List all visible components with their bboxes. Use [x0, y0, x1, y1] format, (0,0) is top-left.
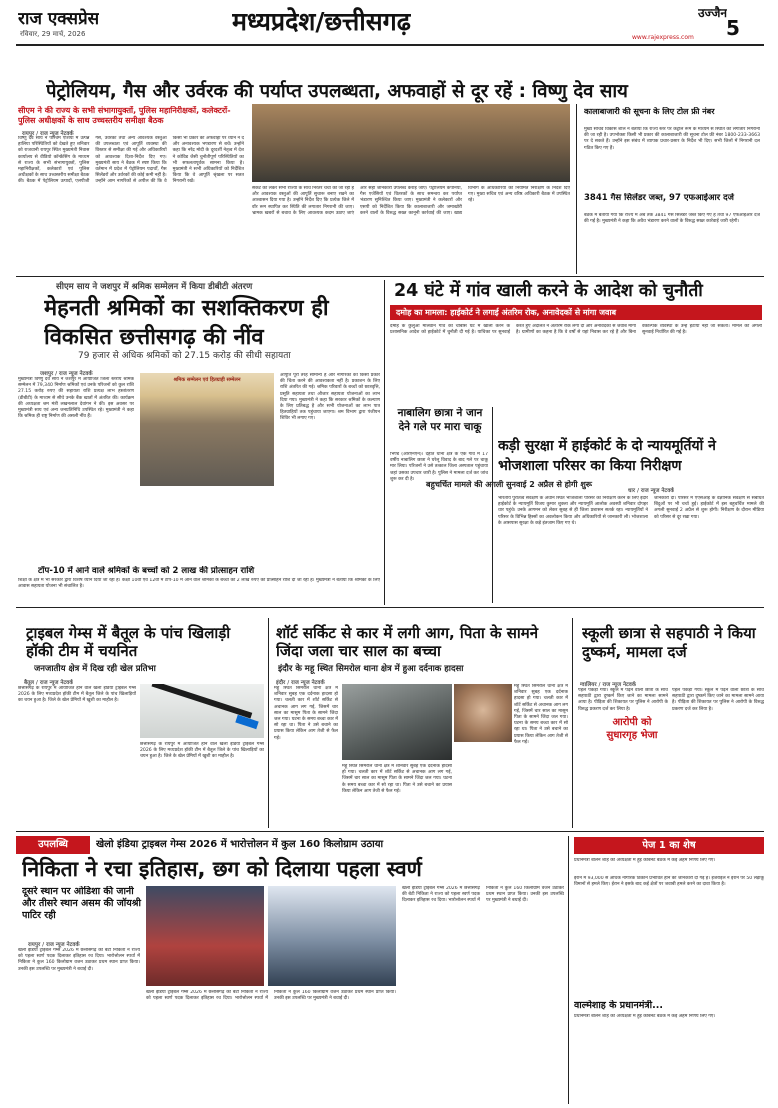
section-rule-2 — [16, 607, 764, 608]
gold-kicker: खेलो इंडिया ट्राइबल गेम्स 2026 में भारोत्तोलन में कुल 160 किलोग्राम उठाया — [96, 839, 384, 850]
labour-body-continued: आपूर्ति पूरी तरह सामान्य है और नागरिकों को किसी प्रकार की चिंता करने की आवश्यकता नहीं है। प्रकाशन के लिए राशि अंतरित की गई। श्रमिक परिवारों के बच्चों को छात्रवृत्ति, प्रसूति सहायता तथा औजार सहायता योजनाओं का लाभ दिया गया। मुख्यमंत्री ने कहा कि सरकार श्रमिकों के कल्याण के लिए प्रतिबद्ध है और सभी योजनाओं का लाभ पात्र हितग्राहियों तक पहुंचाया जाएगा। श्रम विभाग द्वारा पंजीयन शिविर भी लगाए गए। — [280, 373, 380, 422]
briefs-headline-3: वाल्मेशाह के प्रधानमंत्री... — [574, 1000, 663, 1011]
hockey-deck: जनजातीय क्षेत्र में दिख रही खेल प्रतिभा — [34, 664, 156, 674]
student-body-continued: पहले पकड़ा गया। स्कूल में पढ़ने वाली छात्रा के साथ सहपाठी द्वारा दुष्कर्म किए जाने का मामला सामने आया है। पीड़िता की शिकायत पर पुलिस ने आरोपी के विरुद्ध प्रकरण दर्ज कर लिया है। — [672, 688, 764, 712]
lead-body: विष्णु देव साय ने पश्चिम एशिया में उत्पन्न हालिया परिस्थितियों को देखते हुए शनिवार को राजधानी रायपुर स्थित मुख्यमंत्री निवास कार्यालय से वीडियो कॉन्फ्रेंसिंग के माध्यम से राज्य के सभी संभागायुक्तों, पुलिस महानिरीक्षकों, कलेक्टरों एवं पुलिस अधीक्षकों के साथ उच्चस्तरीय समीक्षा बैठक की। बैठक में पेट्रोलियम उत्पादों, एलपीजी गैस, उर्वरकों तथा अन्य आवश्यक वस्तुओं की उपलब्धता एवं आपूर्ति व्यवस्था की विस्तार से समीक्षा की गई और अधिकारियों को आवश्यक दिशा-निर्देश दिए गए। मुख्यमंत्री साय ने बैठक में स्पष्ट किया कि वर्तमान में प्रदेश में पेट्रोलियम पदार्थों, गैस सिलेंडरों और उर्वरकों की कोई कमी नहीं है। उन्होंने आम नागरिकों से अपील की कि वे किसी भी प्रकार की अफवाहों पर ध्यान न दें और अनावश्यक भण्डारण से बचें। उन्होंने कहा कि नरेंद्र मोदी के दूरदर्शी नेतृत्व में देश ने कोविड जैसी चुनौतीपूर्ण परिस्थितियों का भी सफलतापूर्वक सामना किया है। मुख्यमंत्री ने सभी अधिकारियों को निर्देशित किया कि वे आपूर्ति श्रृंखला पर सतत निगरानी रखें। — [18, 136, 244, 185]
student-body: पहले पकड़ा गया। स्कूल में पढ़ने वाली छात्रा के साथ सहपाठी द्वारा दुष्कर्म किए जाने का मामला सामने आया है। पीड़िता की शिकायत पर पुलिस ने आरोपी के विरुद्ध प्रकरण दर्ज कर लिया है। — [578, 688, 668, 712]
labour-subhead-body: शिक्षा के क्षेत्र में भी सरकार द्वारा विशेष ध्यान दिया जा रहा है। कक्षा 10वीं एवं 12वीं में टॉप-10 में आने वाले श्रमिकों के बच्चों को 2 लाख रुपए की प्रोत्साहन राशि दी जा रही है। मुख्यमंत्री ने बताया कि श्रमिकों के लिए आवास सहायता योजना भी संचालित है। — [18, 578, 380, 590]
student-byline: ग्वालियर / राज न्यूज नेटवर्क — [580, 682, 637, 688]
labour-kicker: सीएम साय ने जशपुर में श्रमिक सम्मेलन में किया डीबीटी अंतरण — [56, 282, 253, 292]
gold-body-continued: खेलो इंडिया ट्राइबल गेम्स 2026 में छत्तीसगढ़ की बेटी निकिता ने राज्य को पहला स्वर्ण पदक दिलाकर इतिहास रच दिया। भारोत्तोलन स्पर्धा में निकिता ने कुल 160 किलोग्राम वजन उठाकर प्रथम स्थान प्राप्त किया। उनकी इस उपलब्धि पर मुख्यमंत्री ने बधाई दी। — [146, 990, 396, 1002]
minor-headline: नाबालिग छात्रा ने जान देने गले पर मारा चाकू — [397, 407, 483, 433]
gold-podium-photo — [268, 886, 396, 986]
fire-body-continued: महू स्थित सिमरोल थाना क्षेत्र में शनिवार सुबह एक दर्दनाक हादसा हो गया। चलती कार में शॉर्ट सर्किट से अचानक आग लग गई, जिसमें चार साल का मासूम पिता के सामने जिंदा जल गया। घटना के समय बच्चा कार में सो रहा था। पिता ने उसे बचाने का प्रयास किया लेकिन आग तेजी से फैल गई। — [342, 764, 452, 794]
paper-name: राज एक्सप्रेस — [18, 9, 100, 29]
gold-body: खेलो इंडिया ट्राइबल गेम्स 2026 में छत्तीसगढ़ की बेटी निकिता ने राज्य को पहला स्वर्ण पदक दिलाकर इतिहास रच दिया। भारोत्तोलन स्पर्धा में निकिता ने कुल 160 किलोग्राम वजन उठाकर प्रथम स्थान प्राप्त किया। उनकी इस उपलब्धि पर मुख्यमंत्री ने बधाई दी। — [18, 948, 140, 972]
fire-deck: इंदौर के महू स्थित सिमरोल थाना क्षेत्र में हुआ दर्दनाक हादसा — [278, 664, 464, 674]
briefs-intro: प्रधानमंत्री बालेन शाह की अध्यक्षता में हुई कैबिनेट बैठक में कई अहम निर्णय लिए गए। — [574, 858, 716, 863]
gold-tag: उपलब्धि — [16, 836, 90, 854]
fire-body: महू स्थित सिमरोल थाना क्षेत्र में शनिवार सुबह एक दर्दनाक हादसा हो गया। चलती कार में शॉर्ट सर्किट से अचानक आग लग गई, जिसमें चार साल का मासूम पिता के सामने जिंदा जल गया। घटना के समय बच्चा कार में सो रहा था। पिता ने उसे बचाने का प्रयास किया लेकिन आग तेजी से फैल गई। — [274, 686, 338, 741]
gold-byline: रायपुर / राज न्यूज नेटवर्क — [28, 942, 80, 948]
fire-car-photo — [342, 684, 452, 760]
briefs-divider — [568, 836, 569, 1104]
labour-headline: मेहनती श्रमिकों का सशक्तिकरण ही विकसित छत्तीसगढ़ की नींव — [44, 296, 329, 350]
gold-subhead: दूसरे स्थान पर ओडिशा की जानी और तीसरे स्थान असम की जॉयश्री पाटिर रही — [22, 886, 141, 921]
lead-photo — [252, 104, 570, 182]
briefs-title: पेज 1 का शेष — [574, 837, 764, 854]
hockey-photo — [140, 684, 264, 738]
fire-body-side: महू स्थित सिमरोल थाना क्षेत्र में शनिवार सुबह एक दर्दनाक हादसा हो गया। चलती कार में शॉर्ट सर्किट से अचानक आग लग गई, जिसमें चार साल का मासूम पिता के सामने जिंदा जल गया। घटना के समय बच्चा कार में सो रहा था। पिता ने उसे बचाने का प्रयास किया लेकिन आग तेजी से फैल गई। — [514, 684, 568, 745]
website-url: www.rajexpress.com — [632, 34, 694, 41]
labour-subhead: टॉप-10 में आने वाले श्रमिकों के बच्चों को 2 लाख की प्रोत्साहन राशि — [38, 566, 255, 576]
bhojshala-body-continued: जानकारी दी। परिसर में एएसआई के वैज्ञानिक सर्वेक्षण से संबंधित बिंदुओं पर भी चर्चा हुई। हाईकोर्ट में इस बहुचर्चित मामले की अगली सुनवाई 2 अप्रैल से शुरू होगी। निरीक्षण के दौरान मीडिया को परिसर से दूर रखा गया। — [654, 496, 764, 520]
labour-deck: 79 हजार से अधिक श्रमिकों को 27.15 करोड़ की सीधी सहायता — [78, 351, 291, 361]
masthead-rule — [16, 44, 764, 46]
sidebar-headline-2: 3841 गैस सिलेंडर जब्त, 97 एफआईआर दर्ज — [584, 193, 734, 203]
lead-subhead: सीएम ने की राज्य के सभी संभागायुक्तों, पुलिस महानिरीक्षकों, कलेक्टरों-पुलिस अधीक्षकों के साथ उच्चस्तरीय समीक्षा बैठक — [18, 106, 231, 125]
gold-headline: निकिता ने रचा इतिहास, छग को दिलाया पहला स्वर्ण — [22, 857, 422, 881]
court-headline: 24 घंटे में गांव खाली करने के आदेश को चुनौती — [394, 281, 703, 301]
labour-body: मुख्यमंत्री विष्णु देव साय ने जशपुर में आयोजित जिला स्तरीय श्रमिक सम्मेलन में 79,340 निर्माण श्रमिकों एवं उनके परिजनों को कुल राशि 27.15 करोड़ रुपए की सहायता राशि प्रत्यक्ष लाभ हस्तांतरण (डीबीटी) के माध्यम से सीधे उनके बैंक खातों में अंतरित की। कार्यक्रम की अध्यक्षता श्रम मंत्री लखनलाल देवांगन ने की। इस अवसर पर मुख्यमंत्री साय एवं अन्य जनप्रतिनिधि उपस्थित रहे। मुख्यमंत्री ने कहा कि श्रमिक ही राष्ट्र निर्माण की असली नींव हैं। — [18, 377, 134, 420]
hockey-body: छत्तीसगढ़ के रायपुर में आयोजित होने वाले खेलो इंडिया ट्राइबल गेम्स 2026 के लिए मध्यप्रदेश हॉकी टीम में बैतूल जिले के पांच खिलाड़ियों का चयन हुआ है। जिले के खेल प्रेमियों में खुशी का माहौल है। — [18, 686, 136, 704]
labour-byline: जशपुर / राज न्यूज नेटवर्क — [40, 371, 93, 377]
briefs-body-3: प्रधानमंत्री बालेन शाह की अध्यक्षता में हुई कैबिनेट बैठक में कई अहम निर्णय लिए गए। — [574, 1014, 716, 1019]
fire-divider — [268, 618, 269, 828]
masthead — [0, 0, 778, 44]
fire-headline: शॉर्ट सर्किट से कार में लगी आग, पिता के सामने जिंदा जला चार साल का बच्चा — [276, 624, 539, 660]
court-deck: दमोह का मामला: हाईकोर्ट ने लगाई अंतरिम रोक, अनावेदकों से मांगा जवाब — [390, 305, 762, 320]
hockey-byline: बैतूल / राज न्यूज नेटवर्क — [24, 680, 74, 686]
sidebar-headline-1: कालाबाजारी की सूचना के लिए टोल फ्री नंबर — [584, 107, 715, 116]
bhojshala-headline: कड़ी सुरक्षा में हाईकोर्ट के दो न्यायमूर्तियों ने भोजशाला परिसर का किया निरीक्षण — [498, 438, 716, 474]
lead-body-continued: संकट को लेकर सभी राज्यों के साथ निरंतर चर्चा की जा रही है और आवश्यक वस्तुओं की आपूर्ति सुचारू बनाए रखने का आश्वासन दिया गया है। उन्होंने निर्देश दिए कि प्रत्येक जिले में वॉर रूम स्थापित कर स्थिति की लगातार निगरानी की जाए। भ्रामक खबरों से बचाव के लिए आवश्यक कदम उठाए जाएं और सही जानकारी उपलब्ध कराई जाए। पेट्रोलियम कंपनियों, गैस एजेंसियों एवं वितरकों के साथ समन्वय कर पर्याप्त भंडारण सुनिश्चित किया जाए। मुख्यमंत्री ने कलेक्टरों और एसपी को निर्देशित किया कि कालाबाजारी और जमाखोरी करने वालों के विरुद्ध सख्त कानूनी कार्रवाई की जाए। खाद्य विभाग के अधिकारियों को नियमित निरीक्षण के निर्देश दिए गए। मुख्य सचिव एवं अन्य वरिष्ठ अधिकारी बैठक में उपस्थित रहे। — [252, 186, 570, 216]
fire-child-photo — [454, 684, 512, 742]
briefs-body-1: ईरान में 93,000 से अधिक नागरिक ठिकाने प्रभावित होने की जानकारी दी गई है। इजराइल ने ईरान पर 50 लड़ाकू विमानों से हमले किए। ईरान ने इसके बाद कई क्षेत्रों पर जवाबी हमले करने का दावा किया है। — [574, 876, 764, 888]
fire-byline: इंदौर / राज न्यूज नेटवर्क — [276, 680, 325, 686]
hockey-stick-icon — [140, 684, 264, 738]
issue-date: रविवार, 29 मार्च, 2026 — [20, 30, 86, 38]
section-rule-1 — [16, 276, 764, 277]
bhojshala-deck: बहुचर्चित मामले की अगली सुनवाई 2 अप्रैल से होगी शुरू — [426, 480, 592, 489]
hockey-body-continued: छत्तीसगढ़ के रायपुर में आयोजित होने वाले खेलो इंडिया ट्राइबल गेम्स 2026 के लिए मध्यप्रदेश हॉकी टीम में बैतूल जिले के पांच खिलाड़ियों का चयन हुआ है। जिले के खेल प्रेमियों में खुशी का माहौल है। — [140, 742, 264, 760]
court-body: दमोह के कुलुआ मालवान गांव को चौबीस घंटे में खाली करने के प्रशासनिक आदेश को हाईकोर्ट में चुनौती दी गई है। याचिका पर सुनवाई करते हुए अदालत ने अंतरिम रोक लगा दी और अनावेदकों से जवाब मांगा है। ग्रामीणों का कहना है कि वे वर्षों से यहां निवास कर रहे हैं और बिना वैकल्पिक व्यवस्था के उन्हें हटाया नहीं जा सकता। मामले की अगली सुनवाई निर्धारित की गई है। — [390, 324, 762, 336]
section-rule-3 — [16, 831, 764, 832]
labour-photo — [140, 373, 274, 486]
labour-photo-banner: श्रमिक सम्मेलन एवं हितग्राही सम्मेलन — [173, 377, 241, 383]
bhojshala-body: भारतीय पुरातत्व सर्वेक्षण के अधीन स्थित भोजशाला परिसर का निरीक्षण करने के लिए इंदौर हाईकोर्ट के न्यायमूर्ति विजय कुमार शुक्ला और न्यायमूर्ति आलोक अवस्थी शनिवार दोपहर धार पहुंचे। उनके आगमन को लेकर सुबह से ही जिला प्रशासन सतर्क रहा। न्यायमूर्तियों ने परिसर के विभिन्न हिस्सों का अवलोकन किया और अधिकारियों से जानकारी ली। भोजशाला के आसपास सुरक्षा के कड़े इंतजाम किए गए थे। — [498, 496, 648, 526]
sidebar-body-1: मुख्य सचिव विकास शील ने बताया कि राज्य स्तर पर कंट्रोल रूम के माध्यम से स्थिति की लगातार निगरानी की जा रही है। उपभोक्ता किसी भी प्रकार की कालाबाजारी की सूचना टोल फ्री नंबर 1800-233-3663 पर दे सकते हैं। उन्होंने इस संबंध में व्यापक प्रचार-प्रसार के निर्देश भी दिए। सभी जिलों में निगरानी दल गठित किए गए हैं। — [584, 127, 760, 151]
holiday-divider — [572, 618, 573, 828]
bhojshala-divider — [492, 407, 493, 603]
gold-body-side: खेलो इंडिया ट्राइबल गेम्स 2026 में छत्तीसगढ़ की बेटी निकिता ने राज्य को पहला स्वर्ण पदक दिलाकर इतिहास रच दिया। भारोत्तोलन स्पर्धा में निकिता ने कुल 160 किलोग्राम वजन उठाकर प्रथम स्थान प्राप्त किया। उनकी इस उपलब्धि पर मुख्यमंत्री ने बधाई दी। — [402, 886, 564, 904]
petrol-brief-body — [402, 836, 564, 842]
page-number: 5 — [726, 16, 740, 40]
student-callout: आरोपी को सुधारगृह भेजा — [600, 716, 664, 742]
sidebar-divider — [576, 104, 577, 274]
bhojshala-byline: धार / राज न्यूज नेटवर्क — [628, 488, 675, 494]
hockey-headline: ट्राइबल गेम्स में बैतूल के पांच खिलाड़ी हॉकी टीम में चयनित — [26, 624, 231, 660]
student-headline: स्कूली छात्रा से सहपाठी ने किया दुष्कर्म, मामला दर्ज — [582, 624, 756, 661]
lead-headline: पेट्रोलियम, गैस और उर्वरक की पर्याप्त उपलब्धता, अफवाहों से दूर रहें : विष्णु देव साय — [46, 81, 628, 102]
section-title: मध्यप्रदेश/छत्तीसगढ़ — [232, 7, 411, 36]
minor-body: भिण्ड (आरएनएन)। देहात थाना क्षेत्र के एक गांव में 17 वर्षीय नाबालिग छात्रा ने घरेलू विवाद के बाद गले पर चाकू मार लिया। परिजनों ने उसे तत्काल जिला अस्पताल पहुंचाया जहां उसका उपचार जारी है। पुलिस ने मामला दर्ज कर जांच शुरू कर दी है। — [390, 452, 488, 482]
lead-byline: रायपुर / राज न्यूज नेटवर्क — [22, 131, 74, 137]
vertical-divider — [384, 280, 385, 605]
sidebar-body-2: बैठक में बताया गया कि राज्य में अब तक 3841 गैस सिलेंडर जब्त किए गए हैं तथा 97 एफआईआर दर्ज की गई है। मुख्यमंत्री ने कहा कि अवैध भंडारण करने वालों के विरुद्ध सख्त कार्रवाई जारी रहेगी। — [584, 213, 760, 225]
city-name: उज्जैन — [698, 6, 728, 20]
gold-lifter-photo — [146, 886, 264, 986]
